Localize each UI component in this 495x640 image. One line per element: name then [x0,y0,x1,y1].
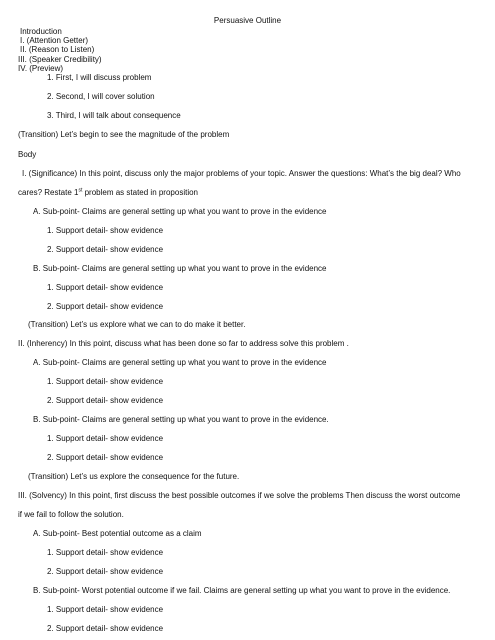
main-point-text: I. (Significance) In this point, discuss only the major problems of your topic. Answer the questions: What’s the big deal? Who [22,169,461,178]
main-point-text: cares? Restate 1st problem as stated in proposition [18,187,198,197]
support-detail: 1. Support detail- show evidence [47,605,164,614]
transition-line: (Transition) Let’s us explore what we can to do make it better. [28,320,246,329]
sub-point: A. Sub-point- Best potential outcome as a claim [33,529,202,538]
body-heading: Body [18,150,37,159]
support-detail: 2. Support detail- show evidence [47,396,164,405]
sub-point: B. Sub-point- Claims are general setting up what you want to prove in the evidence [33,264,327,273]
intro-item: III. (Speaker Credibility) [18,55,102,64]
support-detail: 2. Support detail- show evidence [47,624,164,633]
intro-heading: Introduction [20,27,62,36]
transition-line: (Transition) Let’s us explore the consequence for the future. [28,472,240,481]
support-detail: 2. Support detail- show evidence [47,245,164,254]
main-point-text: III. (Solvency) In this point, first discuss the best possible outcomes if we solve the problems Then discuss the worst outcome [18,491,461,500]
superscript: st [78,187,83,194]
support-detail: 1. Support detail- show evidence [47,283,164,292]
main-point-text: II. (Inherency) In this point, discuss what has been done so far to address solve this problem . [18,339,349,348]
preview-item: 1. First, I will discuss problem [47,73,152,82]
support-detail: 1. Support detail- show evidence [47,548,164,557]
support-detail: 2. Support detail- show evidence [47,302,164,311]
main-point-text: if we fail to follow the solution. [18,510,124,519]
intro-item: I. (Attention Getter) [20,36,89,45]
transition-line: (Transition) Let’s begin to see the magnitude of the problem [18,130,230,139]
support-detail: 1. Support detail- show evidence [47,226,164,235]
sub-point: B. Sub-point- Claims are general setting up what you want to prove in the evidence. [33,415,329,424]
support-detail: 2. Support detail- show evidence [47,567,164,576]
page-title: Persuasive Outline [213,16,282,25]
intro-item: IV. (Preview) [18,64,64,73]
preview-item: 3. Third, I will talk about consequence [47,111,181,120]
sub-point: A. Sub-point- Claims are general setting up what you want to prove in the evidence [33,207,327,216]
preview-item: 2. Second, I will cover solution [47,92,155,101]
sub-point: A. Sub-point- Claims are general setting up what you want to prove in the evidence [33,358,327,367]
support-detail: 1. Support detail- show evidence [47,377,164,386]
sub-point: B. Sub-point- Worst potential outcome if we fail. Claims are general setting up what you want to prove in the evidence. [33,586,451,595]
support-detail: 2. Support detail- show evidence [47,453,164,462]
support-detail: 1. Support detail- show evidence [47,434,164,443]
intro-item: II. (Reason to Listen) [20,45,95,54]
